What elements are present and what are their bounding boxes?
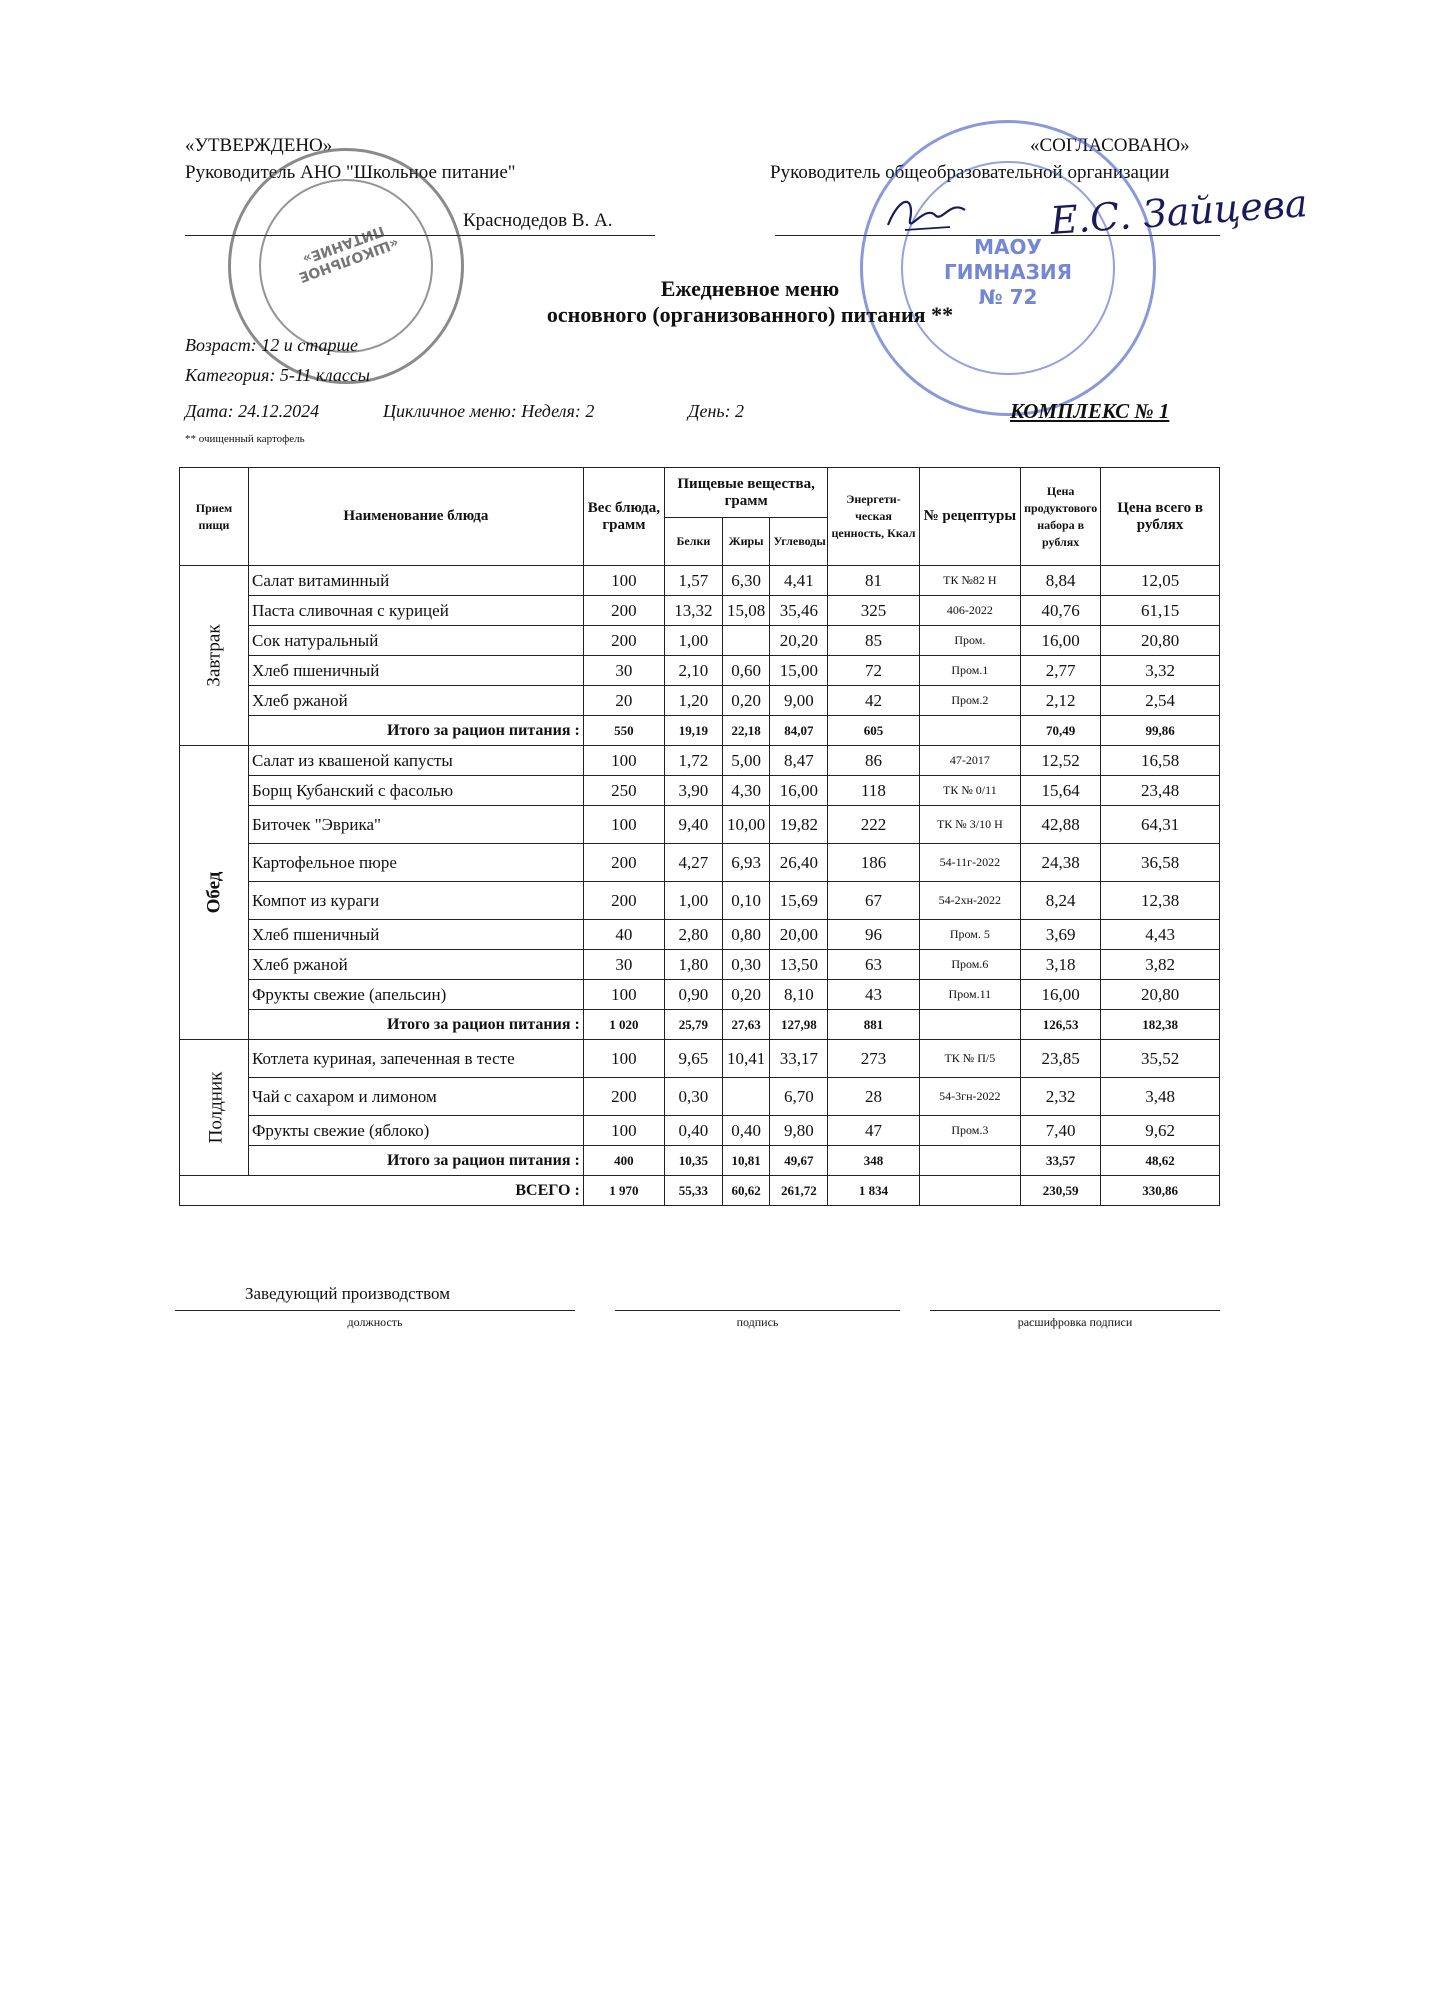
cell-protein: 1,72 xyxy=(664,746,722,776)
grand-total-row xyxy=(180,1176,1220,1206)
total-recipe xyxy=(919,716,1020,746)
grand-total-set-price: 230,59 xyxy=(1021,1176,1101,1206)
total-fat: 27,63 xyxy=(722,1010,770,1040)
cell-set-price: 16,00 xyxy=(1021,980,1101,1010)
dish-name: Паста сливочная с курицей xyxy=(248,596,583,626)
cell-total-price: 3,48 xyxy=(1101,1078,1220,1116)
cell-recipe: 54-3гн-2022 xyxy=(919,1078,1020,1116)
total-total-price: 48,62 xyxy=(1101,1146,1220,1176)
complex-number: КОМПЛЕКС № 1 xyxy=(1010,399,1170,423)
header-carbs: Углеводы xyxy=(770,518,828,566)
cell-recipe: ТК № П/5 xyxy=(919,1040,1020,1078)
dish-name: Картофельное пюре xyxy=(248,844,583,882)
cell-fat: 0,20 xyxy=(722,980,770,1010)
cell-total-price: 12,38 xyxy=(1101,882,1220,920)
cell-weight: 200 xyxy=(583,844,664,882)
cell-recipe: ТК №82 Н xyxy=(919,566,1020,596)
total-fat: 10,81 xyxy=(722,1146,770,1176)
cell-total-price: 64,31 xyxy=(1101,806,1220,844)
cell-recipe: 54-2хн-2022 xyxy=(919,882,1020,920)
meal-label xyxy=(180,746,249,1040)
cell-carbs: 13,50 xyxy=(770,950,828,980)
table-row xyxy=(180,596,1220,626)
cell-carbs: 20,00 xyxy=(770,920,828,950)
cell-set-price: 2,12 xyxy=(1021,686,1101,716)
cell-carbs: 35,46 xyxy=(770,596,828,626)
cell-weight: 100 xyxy=(583,1116,664,1146)
meal-label-text: Полдник xyxy=(205,1071,227,1144)
title-line1: Ежедневное меню xyxy=(660,276,840,301)
cell-recipe: Пром.3 xyxy=(919,1116,1020,1146)
cell-weight: 100 xyxy=(583,746,664,776)
cell-fat: 0,10 xyxy=(722,882,770,920)
footnote: ** очищенный картофель xyxy=(185,433,305,445)
cell-total-price: 16,58 xyxy=(1101,746,1220,776)
cell-weight: 30 xyxy=(583,656,664,686)
cell-carbs: 8,47 xyxy=(770,746,828,776)
cell-total-price: 3,32 xyxy=(1101,656,1220,686)
cell-recipe: ТК № 0/11 xyxy=(919,776,1020,806)
age: Возраст: 12 и старше xyxy=(185,335,359,355)
meal-label-text: Обед xyxy=(203,871,225,914)
cell-energy: 86 xyxy=(828,746,919,776)
cell-protein: 4,27 xyxy=(664,844,722,882)
total-row xyxy=(180,1146,1220,1176)
agreed-stamp-line3: № 72 xyxy=(978,285,1038,309)
cell-recipe: 47-2017 xyxy=(919,746,1020,776)
footer-decode-line xyxy=(930,1310,1220,1311)
dish-name: Фрукты свежие (апельсин) xyxy=(248,980,583,1010)
table-row xyxy=(180,1078,1220,1116)
cell-weight: 100 xyxy=(583,1040,664,1078)
dish-name: Борщ Кубанский с фасолью xyxy=(248,776,583,806)
approved-stamp-text: «ШКОЛЬНОЕ ПИТАНИЕ» xyxy=(296,222,401,286)
cell-protein: 0,30 xyxy=(664,1078,722,1116)
cell-carbs: 15,00 xyxy=(770,656,828,686)
cell-recipe: ТК № 3/10 Н xyxy=(919,806,1020,844)
total-fat: 22,18 xyxy=(722,716,770,746)
cell-protein: 1,00 xyxy=(664,882,722,920)
cell-weight: 100 xyxy=(583,566,664,596)
table-row xyxy=(180,776,1220,806)
total-row xyxy=(180,1010,1220,1040)
cell-recipe: Пром.6 xyxy=(919,950,1020,980)
cell-energy: 186 xyxy=(828,844,919,882)
table-row xyxy=(180,746,1220,776)
cell-fat: 10,00 xyxy=(722,806,770,844)
total-energy: 348 xyxy=(828,1146,919,1176)
footer-decode-caption: расшифровка подписи xyxy=(1017,1315,1133,1329)
header-set-price: Цена продуктового набора в рублях xyxy=(1021,468,1101,566)
table-row xyxy=(180,566,1220,596)
agreed-role: Руководитель общеобразовательной организации xyxy=(770,162,1170,183)
cell-total-price: 20,80 xyxy=(1101,626,1220,656)
cell-fat: 5,00 xyxy=(722,746,770,776)
approved-label: «УТВЕРЖДЕНО» xyxy=(185,135,333,156)
total-set-price: 70,49 xyxy=(1021,716,1101,746)
cell-protein: 1,57 xyxy=(664,566,722,596)
cell-protein: 2,80 xyxy=(664,920,722,950)
total-set-price: 126,53 xyxy=(1021,1010,1101,1040)
cell-total-price: 23,48 xyxy=(1101,776,1220,806)
total-weight: 1 020 xyxy=(583,1010,664,1040)
table-row xyxy=(180,656,1220,686)
total-label: Итого за рацион питания : xyxy=(248,1146,583,1176)
dish-name: Чай с сахаром и лимоном xyxy=(248,1078,583,1116)
total-protein: 19,19 xyxy=(664,716,722,746)
grand-total-fat: 60,62 xyxy=(722,1176,770,1206)
cell-carbs: 33,17 xyxy=(770,1040,828,1078)
cell-carbs: 19,82 xyxy=(770,806,828,844)
grand-total-carbs: 261,72 xyxy=(770,1176,828,1206)
cell-total-price: 12,05 xyxy=(1101,566,1220,596)
cell-weight: 100 xyxy=(583,980,664,1010)
table-row xyxy=(180,844,1220,882)
cell-carbs: 26,40 xyxy=(770,844,828,882)
cell-energy: 43 xyxy=(828,980,919,1010)
table-row xyxy=(180,806,1220,844)
cell-carbs: 6,70 xyxy=(770,1078,828,1116)
cell-fat: 6,30 xyxy=(722,566,770,596)
total-set-price: 33,57 xyxy=(1021,1146,1101,1176)
table-row xyxy=(180,626,1220,656)
dish-name: Фрукты свежие (яблоко) xyxy=(248,1116,583,1146)
dish-name: Компот из кураги xyxy=(248,882,583,920)
agreed-stamp-line1: МАОУ xyxy=(974,235,1042,259)
approved-role: Руководитель АНО "Школьное питание" xyxy=(185,162,516,183)
total-carbs: 84,07 xyxy=(770,716,828,746)
approved-name: Краснодедов В. А. xyxy=(463,210,613,231)
cell-set-price: 8,24 xyxy=(1021,882,1101,920)
dish-name: Салат из квашеной капусты xyxy=(248,746,583,776)
cell-protein: 9,40 xyxy=(664,806,722,844)
cell-fat: 10,41 xyxy=(722,1040,770,1078)
cell-recipe: Пром.11 xyxy=(919,980,1020,1010)
cell-carbs: 9,00 xyxy=(770,686,828,716)
header-weight: Вес блюда, грамм xyxy=(583,468,664,566)
cell-set-price: 23,85 xyxy=(1021,1040,1101,1078)
cell-weight: 20 xyxy=(583,686,664,716)
cell-weight: 200 xyxy=(583,626,664,656)
total-energy: 605 xyxy=(828,716,919,746)
cell-protein: 1,20 xyxy=(664,686,722,716)
header-meal: Прием пищи xyxy=(180,468,249,566)
cell-carbs: 8,10 xyxy=(770,980,828,1010)
cell-carbs: 9,80 xyxy=(770,1116,828,1146)
cell-weight: 100 xyxy=(583,806,664,844)
cell-protein: 3,90 xyxy=(664,776,722,806)
total-recipe xyxy=(919,1010,1020,1040)
cell-recipe: 54-11г-2022 xyxy=(919,844,1020,882)
header-dish: Наименование блюда xyxy=(248,468,583,566)
cell-protein: 13,32 xyxy=(664,596,722,626)
cell-total-price: 9,62 xyxy=(1101,1116,1220,1146)
category: Категория: 5-11 классы xyxy=(185,365,371,385)
cell-energy: 85 xyxy=(828,626,919,656)
cell-recipe: Пром. xyxy=(919,626,1020,656)
cell-weight: 200 xyxy=(583,596,664,626)
cell-fat xyxy=(722,626,770,656)
cell-protein: 1,00 xyxy=(664,626,722,656)
cell-set-price: 15,64 xyxy=(1021,776,1101,806)
total-total-price: 182,38 xyxy=(1101,1010,1220,1040)
menu-table xyxy=(179,467,1220,1206)
cell-energy: 118 xyxy=(828,776,919,806)
cell-energy: 47 xyxy=(828,1116,919,1146)
cell-total-price: 36,58 xyxy=(1101,844,1220,882)
cell-fat: 4,30 xyxy=(722,776,770,806)
menu-table-body xyxy=(180,566,1220,1206)
meal-label xyxy=(180,1040,249,1176)
header-nutrients: Пищевые вещества, грамм xyxy=(664,468,827,518)
cell-set-price: 12,52 xyxy=(1021,746,1101,776)
cell-weight: 200 xyxy=(583,1078,664,1116)
cell-recipe: Пром. 5 xyxy=(919,920,1020,950)
total-recipe xyxy=(919,1146,1020,1176)
header-energy: Энергети-ческая ценность, Ккал xyxy=(828,468,919,566)
grand-total-protein: 55,33 xyxy=(664,1176,722,1206)
cell-total-price: 2,54 xyxy=(1101,686,1220,716)
total-carbs: 127,98 xyxy=(770,1010,828,1040)
dish-name: Хлеб пшеничный xyxy=(248,656,583,686)
total-label: Итого за рацион питания : xyxy=(248,716,583,746)
cell-weight: 250 xyxy=(583,776,664,806)
footer-position-caption: должность xyxy=(347,1315,403,1329)
cell-fat: 0,60 xyxy=(722,656,770,686)
dish-name: Салат витаминный xyxy=(248,566,583,596)
cell-carbs: 16,00 xyxy=(770,776,828,806)
table-row xyxy=(180,950,1220,980)
cell-fat: 0,20 xyxy=(722,686,770,716)
agreed-handwritten-signature: Е.С. Зайцева xyxy=(1048,181,1309,243)
cell-carbs: 4,41 xyxy=(770,566,828,596)
cell-set-price: 16,00 xyxy=(1021,626,1101,656)
table-row xyxy=(180,920,1220,950)
header-fat: Жиры xyxy=(722,518,770,566)
cell-energy: 273 xyxy=(828,1040,919,1078)
grand-total-label: ВСЕГО : xyxy=(180,1176,584,1206)
table-row xyxy=(180,882,1220,920)
cell-set-price: 3,18 xyxy=(1021,950,1101,980)
total-protein: 10,35 xyxy=(664,1146,722,1176)
approved-handwritten-signature xyxy=(880,185,975,245)
cycle-day: День: 2 xyxy=(688,401,745,421)
cell-set-price: 2,77 xyxy=(1021,656,1101,686)
total-protein: 25,79 xyxy=(664,1010,722,1040)
cell-energy: 28 xyxy=(828,1078,919,1116)
cell-weight: 40 xyxy=(583,920,664,950)
cell-fat: 15,08 xyxy=(722,596,770,626)
total-total-price: 99,86 xyxy=(1101,716,1220,746)
cell-energy: 42 xyxy=(828,686,919,716)
total-carbs: 49,67 xyxy=(770,1146,828,1176)
cell-fat: 6,93 xyxy=(722,844,770,882)
cell-protein: 0,40 xyxy=(664,1116,722,1146)
cell-protein: 9,65 xyxy=(664,1040,722,1078)
total-label: Итого за рацион питания : xyxy=(248,1010,583,1040)
dish-name: Хлеб пшеничный xyxy=(248,920,583,950)
total-weight: 400 xyxy=(583,1146,664,1176)
cycle-week: Цикличное меню: Неделя: 2 xyxy=(383,401,595,421)
cell-total-price: 3,82 xyxy=(1101,950,1220,980)
cell-energy: 96 xyxy=(828,920,919,950)
table-row xyxy=(180,1040,1220,1078)
cell-weight: 200 xyxy=(583,882,664,920)
cell-protein: 1,80 xyxy=(664,950,722,980)
cell-set-price: 3,69 xyxy=(1021,920,1101,950)
grand-total-energy: 1 834 xyxy=(828,1176,919,1206)
cell-energy: 67 xyxy=(828,882,919,920)
grand-total-weight: 1 970 xyxy=(583,1176,664,1206)
cell-energy: 325 xyxy=(828,596,919,626)
cell-set-price: 7,40 xyxy=(1021,1116,1101,1146)
cell-carbs: 15,69 xyxy=(770,882,828,920)
cell-total-price: 20,80 xyxy=(1101,980,1220,1010)
total-weight: 550 xyxy=(583,716,664,746)
cell-energy: 81 xyxy=(828,566,919,596)
dish-name: Хлеб ржаной xyxy=(248,950,583,980)
total-row xyxy=(180,716,1220,746)
cell-set-price: 2,32 xyxy=(1021,1078,1101,1116)
cell-total-price: 35,52 xyxy=(1101,1040,1220,1078)
cell-fat: 0,40 xyxy=(722,1116,770,1146)
header-protein: Белки xyxy=(664,518,722,566)
cell-energy: 63 xyxy=(828,950,919,980)
table-row xyxy=(180,980,1220,1010)
dish-name: Котлета куриная, запеченная в тесте xyxy=(248,1040,583,1078)
cell-total-price: 61,15 xyxy=(1101,596,1220,626)
table-row xyxy=(180,1116,1220,1146)
header-total-price: Цена всего в рублях xyxy=(1101,468,1220,566)
dish-name: Сок натуральный xyxy=(248,626,583,656)
cell-set-price: 40,76 xyxy=(1021,596,1101,626)
cell-carbs: 20,20 xyxy=(770,626,828,656)
grand-total-recipe xyxy=(919,1176,1020,1206)
footer-signature-line xyxy=(615,1310,900,1311)
cell-total-price: 4,43 xyxy=(1101,920,1220,950)
cell-recipe: 406-2022 xyxy=(919,596,1020,626)
agreed-stamp-line2: ГИМНАЗИЯ xyxy=(944,260,1072,284)
cell-fat: 0,30 xyxy=(722,950,770,980)
meal-label-text: Завтрак xyxy=(203,624,225,687)
cell-energy: 72 xyxy=(828,656,919,686)
agreed-stamp xyxy=(860,120,1156,416)
cell-recipe: Пром.1 xyxy=(919,656,1020,686)
title-line2: основного (организованного) питания ** xyxy=(546,302,954,327)
header-recipe: № рецептуры xyxy=(919,468,1020,566)
cell-recipe: Пром.2 xyxy=(919,686,1020,716)
cell-protein: 0,90 xyxy=(664,980,722,1010)
meal-label xyxy=(180,566,249,746)
dish-name: Хлеб ржаной xyxy=(248,686,583,716)
footer-signature-caption: подпись xyxy=(736,1315,779,1329)
cell-set-price: 8,84 xyxy=(1021,566,1101,596)
cell-fat: 0,80 xyxy=(722,920,770,950)
cell-protein: 2,10 xyxy=(664,656,722,686)
footer-position-line xyxy=(175,1310,575,1311)
cell-set-price: 24,38 xyxy=(1021,844,1101,882)
table-row xyxy=(180,686,1220,716)
date: Дата: 24.12.2024 xyxy=(185,401,320,421)
grand-total-total-price: 330,86 xyxy=(1101,1176,1220,1206)
dish-name: Биточек "Эврика" xyxy=(248,806,583,844)
total-energy: 881 xyxy=(828,1010,919,1040)
cell-set-price: 42,88 xyxy=(1021,806,1101,844)
agreed-label: «СОГЛАСОВАНО» xyxy=(1030,135,1190,156)
cell-energy: 222 xyxy=(828,806,919,844)
cell-weight: 30 xyxy=(583,950,664,980)
cell-fat xyxy=(722,1078,770,1116)
footer-position: Заведующий производством xyxy=(245,1284,450,1303)
